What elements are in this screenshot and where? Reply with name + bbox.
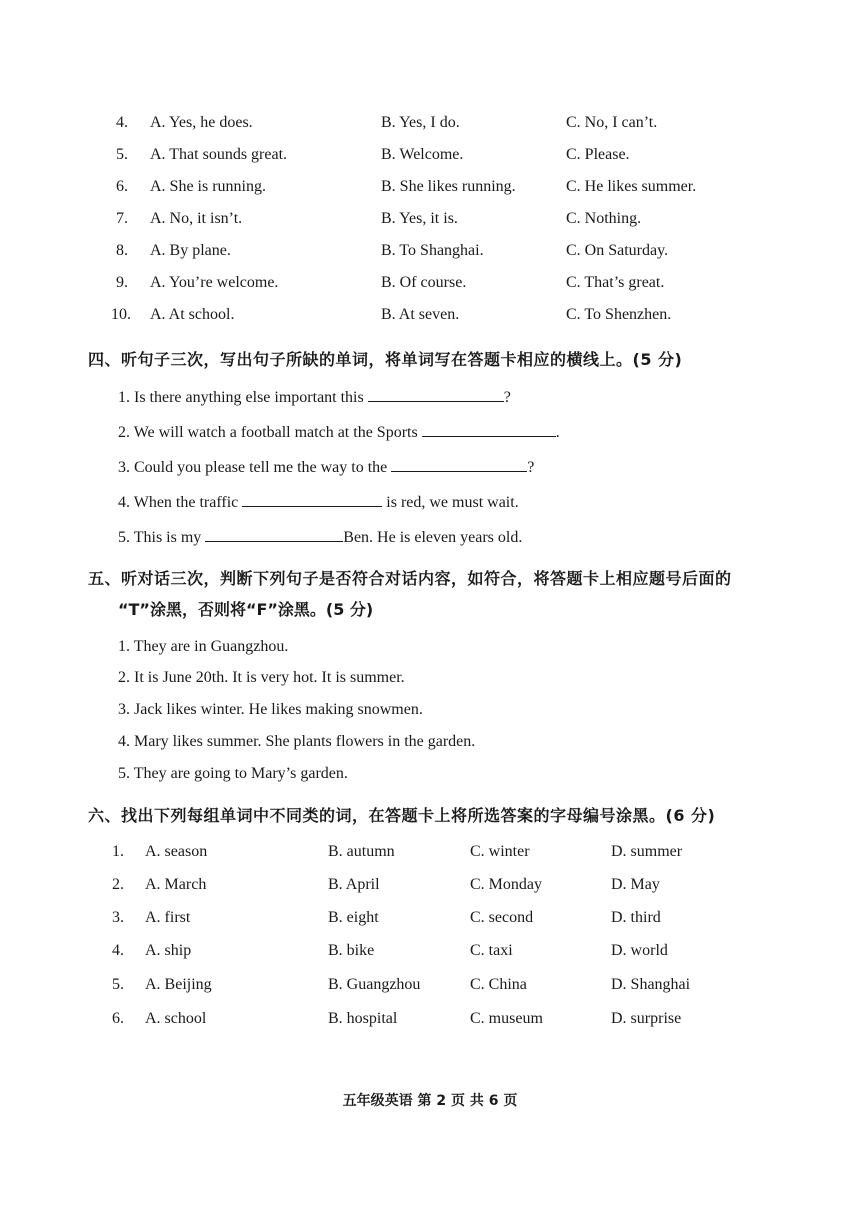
item-number: 5. bbox=[112, 976, 124, 993]
sentence-before-blank: This is my bbox=[133, 529, 206, 546]
item-number: 5. bbox=[116, 146, 128, 163]
option-c: C. Please. bbox=[566, 146, 630, 163]
option-b: B. At seven. bbox=[381, 306, 460, 323]
option-c: C. That’s great. bbox=[566, 274, 665, 291]
fill-blank-item bbox=[118, 457, 534, 478]
option-b: B. April bbox=[328, 876, 380, 893]
sentence-after-blank: . bbox=[555, 424, 560, 441]
option-b: B. She likes running. bbox=[381, 178, 516, 195]
item-number: 2. bbox=[112, 876, 124, 893]
answer-blank[interactable] bbox=[368, 387, 504, 402]
item-number: 3. bbox=[118, 459, 130, 476]
option-a: A. She is running. bbox=[150, 178, 266, 195]
item-number: 6. bbox=[112, 1010, 124, 1027]
item-number: 9. bbox=[116, 274, 128, 291]
section-6-heading: 六、找出下列每组单词中不同类的词，在答题卡上将所选答案的字母编号涂黑。(6 分) bbox=[88, 806, 716, 825]
section-5-heading-continued: “T”涂黑，否则将“F”涂黑。(5 分) bbox=[118, 600, 374, 619]
option-b: B. autumn bbox=[328, 843, 395, 860]
option-d: D. May bbox=[611, 876, 660, 893]
item-number: 4. bbox=[118, 733, 130, 750]
statement-text: They are going to Mary’s garden. bbox=[133, 765, 348, 782]
item-number: 1. bbox=[118, 638, 130, 655]
option-a: A. season bbox=[145, 843, 208, 860]
option-c: C. He likes summer. bbox=[566, 178, 697, 195]
item-number: 3. bbox=[112, 909, 124, 926]
item-number: 5. bbox=[118, 765, 130, 782]
sentence-after-blank: ? bbox=[527, 459, 535, 476]
option-b: B. eight bbox=[328, 909, 379, 926]
option-d: D. Shanghai bbox=[611, 976, 691, 993]
sentence-before-blank: Is there anything else important this bbox=[134, 389, 368, 406]
page-footer: 五年级英语 第 2 页 共 6 页 bbox=[342, 1093, 518, 1109]
true-false-item bbox=[118, 700, 423, 720]
fill-blank-item bbox=[118, 422, 560, 443]
item-number: 4. bbox=[112, 942, 124, 959]
option-b: B. hospital bbox=[328, 1010, 398, 1027]
option-c: C. To Shenzhen. bbox=[566, 306, 672, 323]
option-a: A. No, it isn’t. bbox=[150, 210, 243, 227]
sentence-before-blank: Could you please tell me the way to the bbox=[134, 459, 392, 476]
option-a: A. Yes, he does. bbox=[150, 114, 253, 131]
option-c: C. Nothing. bbox=[566, 210, 642, 227]
sentence-after-blank: is red, we must wait. bbox=[382, 494, 519, 511]
option-a: A. You’re welcome. bbox=[150, 274, 279, 291]
statement-text: They are in Guangzhou. bbox=[133, 638, 289, 655]
option-a: A. ship bbox=[145, 942, 192, 959]
option-b: B. Guangzhou bbox=[328, 976, 421, 993]
sentence-after-blank: ? bbox=[503, 389, 511, 406]
option-c: C. No, I can’t. bbox=[566, 114, 658, 131]
sentence-before-blank: When the traffic bbox=[133, 494, 243, 511]
item-number: 2. bbox=[118, 669, 130, 686]
option-c: C. winter bbox=[470, 843, 530, 860]
option-b: B. Yes, it is. bbox=[381, 210, 458, 227]
sentence-before-blank: We will watch a football match at the Sports bbox=[133, 424, 422, 441]
option-b: B. Yes, I do. bbox=[381, 114, 460, 131]
item-number: 4. bbox=[118, 494, 130, 511]
option-c: C. China bbox=[470, 976, 527, 993]
true-false-item bbox=[118, 637, 288, 657]
item-number: 1. bbox=[112, 843, 124, 860]
statement-text: Mary likes summer. She plants flowers in the garden. bbox=[134, 733, 476, 750]
item-number: 10. bbox=[111, 306, 131, 323]
true-false-item bbox=[118, 668, 405, 688]
fill-blank-item bbox=[118, 492, 519, 513]
option-a: A. school bbox=[145, 1010, 207, 1027]
option-c: C. On Saturday. bbox=[566, 242, 669, 259]
item-number: 7. bbox=[116, 210, 128, 227]
true-false-item bbox=[118, 764, 348, 784]
option-c: C. second bbox=[470, 909, 534, 926]
option-b: B. Of course. bbox=[381, 274, 467, 291]
answer-blank[interactable] bbox=[422, 422, 556, 437]
item-number: 4. bbox=[116, 114, 128, 131]
item-number: 2. bbox=[118, 424, 130, 441]
answer-blank[interactable] bbox=[242, 492, 382, 507]
option-d: D. world bbox=[611, 942, 668, 959]
item-number: 5. bbox=[118, 529, 130, 546]
option-b: B. To Shanghai. bbox=[381, 242, 484, 259]
item-number: 6. bbox=[116, 178, 128, 195]
option-a: A. That sounds great. bbox=[150, 146, 288, 163]
option-a: A. first bbox=[145, 909, 191, 926]
option-c: C. taxi bbox=[470, 942, 513, 959]
sentence-after-blank: Ben. He is eleven years old. bbox=[343, 529, 523, 546]
option-d: D. summer bbox=[611, 843, 683, 860]
section-4-heading: 四、听句子三次，写出句子所缺的单词，将单词写在答题卡相应的横线上。(5 分) bbox=[88, 350, 683, 369]
item-number: 1. bbox=[118, 389, 130, 406]
statement-text: It is June 20th. It is very hot. It is summer. bbox=[134, 669, 405, 686]
option-a: A. Beijing bbox=[145, 976, 212, 993]
option-c: C. museum bbox=[470, 1010, 543, 1027]
section-5-heading: 五、听对话三次，判断下列句子是否符合对话内容，如符合，将答题卡上相应题号后面的 bbox=[88, 569, 732, 588]
fill-blank-item bbox=[118, 527, 522, 548]
statement-text: Jack likes winter. He likes making snowmen. bbox=[134, 701, 423, 718]
option-c: C. Monday bbox=[470, 876, 542, 893]
option-a: A. By plane. bbox=[150, 242, 231, 259]
option-b: B. Welcome. bbox=[381, 146, 464, 163]
fill-blank-item bbox=[118, 387, 511, 408]
option-d: D. third bbox=[611, 909, 661, 926]
item-number: 8. bbox=[116, 242, 128, 259]
option-a: A. March bbox=[145, 876, 207, 893]
option-d: D. surprise bbox=[611, 1010, 682, 1027]
option-b: B. bike bbox=[328, 942, 375, 959]
answer-blank[interactable] bbox=[205, 527, 343, 542]
true-false-item bbox=[118, 732, 475, 752]
item-number: 3. bbox=[118, 701, 130, 718]
answer-blank[interactable] bbox=[391, 457, 527, 472]
option-a: A. At school. bbox=[150, 306, 235, 323]
